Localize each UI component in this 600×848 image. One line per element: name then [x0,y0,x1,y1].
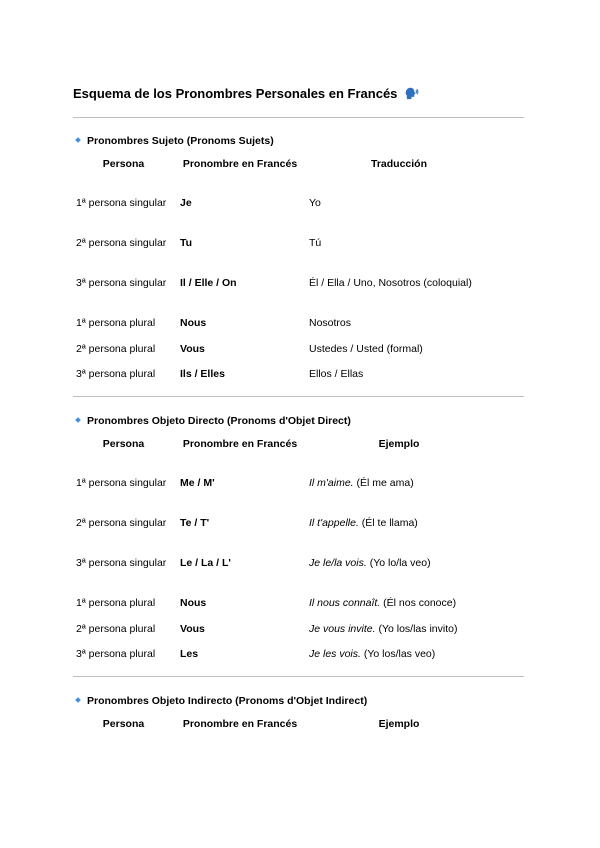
cell-pronoun: Nous [180,317,207,329]
column-header-persona: Persona [102,438,145,450]
cell-example [309,556,527,571]
cell-pronoun: Ils / Elles [180,368,225,380]
cell-example [309,596,527,611]
divider [73,396,524,397]
cell-translation: Ustedes / Usted (formal) [309,343,423,355]
cell-pronoun: Le / La / L' [180,557,231,569]
section-heading-objeto-indirecto [76,695,367,707]
cell-pronoun: Tu [180,237,193,249]
cell-persona: 2ª persona singular [76,517,167,529]
example-translation: (Yo lo/la veo) [369,557,431,569]
cell-persona: 3ª persona plural [76,648,156,660]
cell-persona: 1ª persona singular [76,477,167,489]
cell-pronoun: Vous [180,623,205,635]
bullet-icon [75,697,81,703]
cell-example [309,647,527,662]
column-header-ejemplo: Ejemplo [378,438,420,450]
cell-persona: 2ª persona singular [76,237,167,249]
cell-persona: 3ª persona singular [76,277,167,289]
example-translation: (Él te llama) [361,517,418,529]
cell-persona: 1ª persona singular [76,197,167,209]
cell-example [309,476,527,491]
column-header-pronombre: Pronombre en Francés [182,718,298,730]
cell-translation: Yo [309,197,321,209]
cell-persona: 3ª persona singular [76,557,167,569]
bullet-icon [75,137,81,143]
section-heading-sujeto [76,135,274,147]
column-header-traduccion: Traducción [370,158,427,170]
column-header-persona: Persona [102,158,145,170]
example-translation: (Yo los/las veo) [363,648,436,660]
example-french: Il t'appelle. [309,517,359,529]
cell-translation: Tú [309,237,322,249]
example-french: Je vous invite. [309,623,376,635]
cell-pronoun: Nous [180,597,207,609]
cell-example [309,622,527,637]
cell-pronoun: Te / T' [180,517,210,529]
example-translation: (Él me ama) [356,477,414,489]
bullet-icon [75,417,81,423]
cell-translation: Él / Ella / Uno, Nosotros (coloquial) [309,277,472,289]
section-heading-objeto-directo [76,415,351,427]
cell-pronoun: Vous [180,343,205,355]
section-heading-text: Pronombres Objeto Indirecto (Pronoms d'Objet Indirect) [87,695,368,707]
column-header-ejemplo: Ejemplo [378,718,420,730]
example-french: Je les vois. [309,648,361,660]
cell-translation: Ellos / Ellas [309,368,364,380]
divider [73,117,524,118]
column-header-pronombre: Pronombre en Francés [182,438,298,450]
cell-persona: 1ª persona plural [76,597,156,609]
section-heading-text: Pronombres Sujeto (Pronoms Sujets) [87,135,274,147]
cell-persona: 2ª persona plural [76,623,156,635]
cell-persona: 1ª persona plural [76,317,156,329]
example-french: Il m'aime. [309,477,354,489]
example-translation: (Yo los/las invito) [378,623,458,635]
example-translation: (Él nos conoce) [383,597,457,609]
speaking-head-icon [404,86,419,104]
cell-example [309,516,527,531]
cell-translation: Nosotros [309,317,352,329]
example-french: Il nous connaît. [309,597,381,609]
example-french: Je le/la vois. [309,557,367,569]
cell-pronoun: Je [180,197,192,209]
cell-pronoun: Les [180,648,199,660]
page-title [73,86,419,104]
page-title-text: Esquema de los Pronombres Personales en Francés [73,86,398,101]
cell-persona: 2ª persona plural [76,343,156,355]
section-heading-text: Pronombres Objeto Directo (Pronoms d'Objet Direct) [87,415,351,427]
cell-pronoun: Me / M' [180,477,215,489]
cell-persona: 3ª persona plural [76,368,156,380]
divider [73,676,524,677]
column-header-pronombre: Pronombre en Francés [182,158,298,170]
column-header-persona: Persona [102,718,145,730]
cell-pronoun: Il / Elle / On [180,277,237,289]
